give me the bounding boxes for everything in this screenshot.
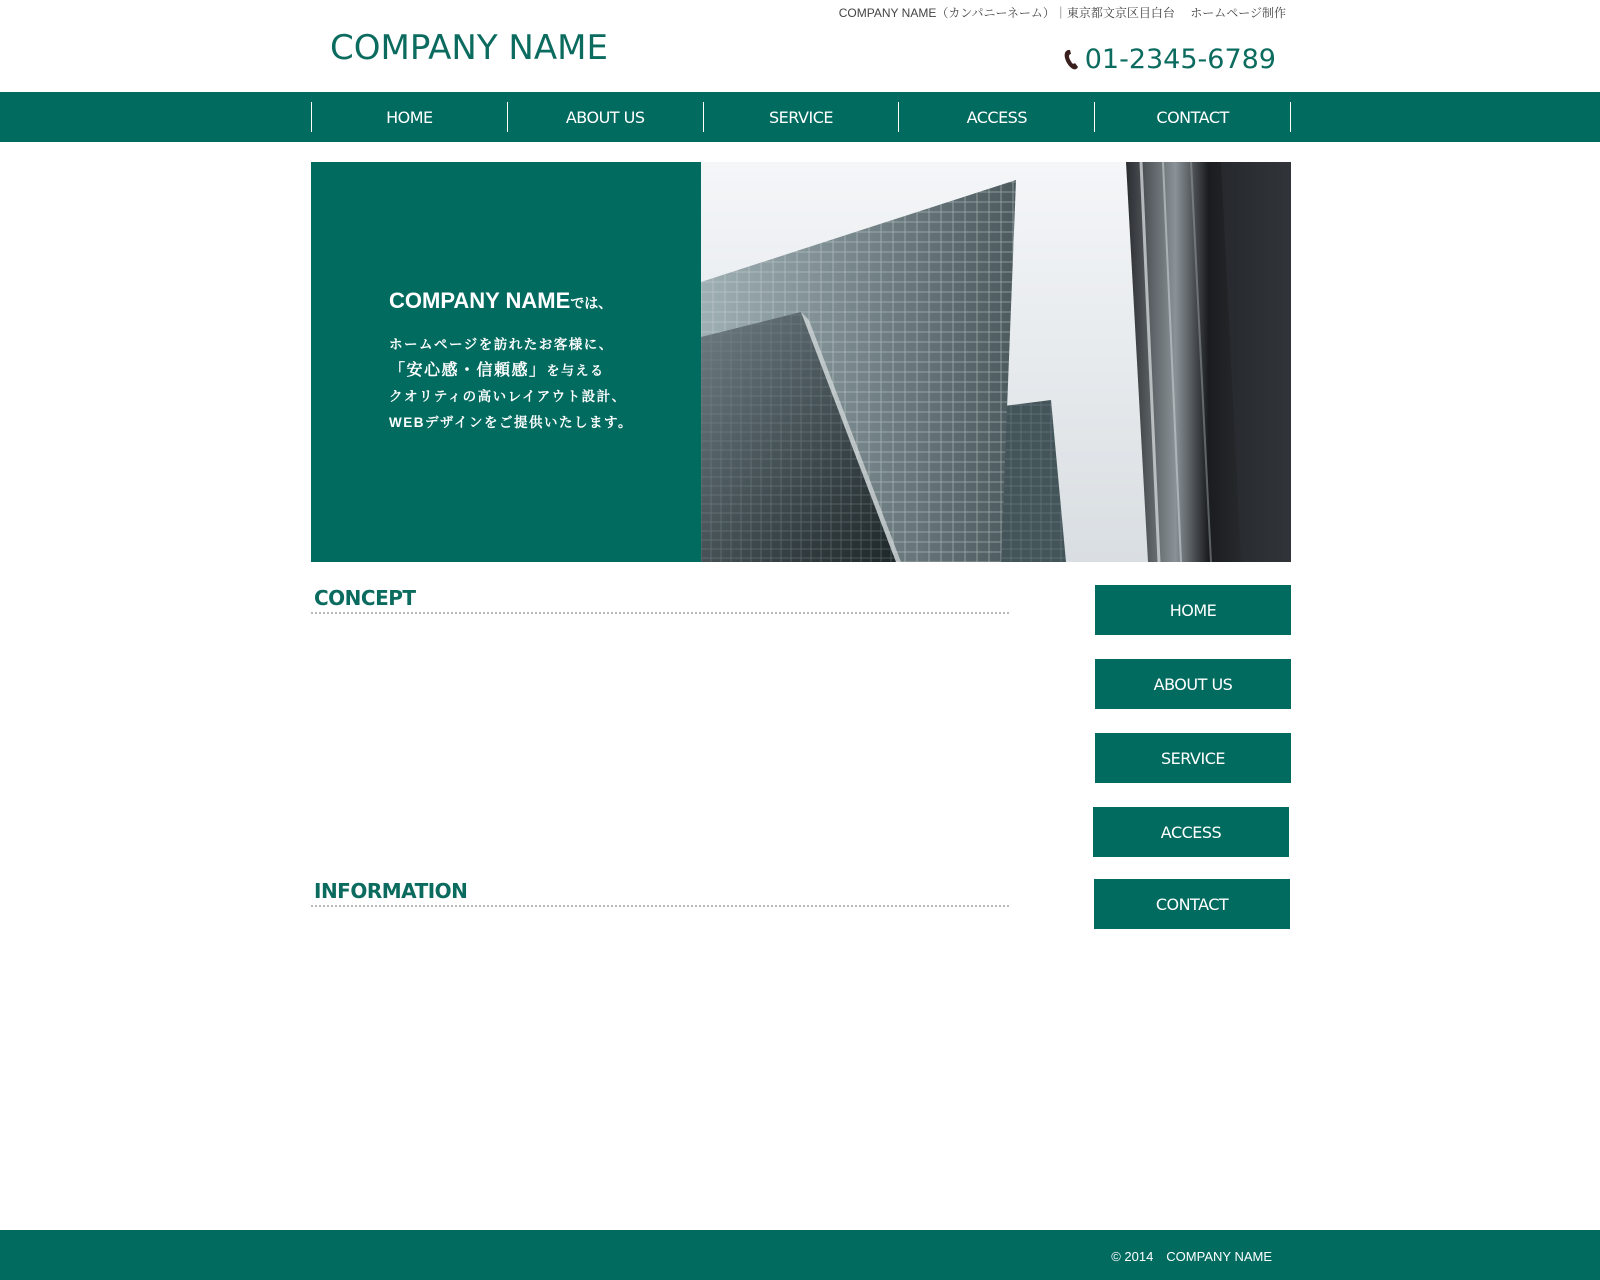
- sidebar-button-contact[interactable]: CONTACT: [1094, 879, 1290, 929]
- hero-line-3: クオリティの高いレイアウト設計、: [389, 389, 627, 404]
- hero-line-1: ホームページを訪れたお客様に、: [389, 337, 614, 352]
- nav-item-about-us[interactable]: ABOUT US: [508, 102, 704, 132]
- top-tagline: COMPANY NAME（カンパニーネーム）｜東京都文京区目白台 ホームページ制作: [838, 6, 1286, 20]
- nav-item-contact[interactable]: CONTACT: [1095, 102, 1291, 132]
- copyright-text: © 2014 COMPANY NAME: [1111, 1249, 1272, 1264]
- phone-icon: [1063, 49, 1079, 71]
- skyscraper-illustration: [701, 162, 1291, 562]
- sidebar-button-service[interactable]: SERVICE: [1095, 733, 1291, 783]
- site-footer: [0, 1230, 1600, 1280]
- section-heading-information: INFORMATION: [311, 879, 1009, 907]
- sidebar-button-home[interactable]: HOME: [1095, 585, 1291, 635]
- sidebar-button-about-us[interactable]: ABOUT US: [1095, 659, 1291, 709]
- sidebar-button-access[interactable]: ACCESS: [1093, 807, 1289, 857]
- hero-line-2-suffix: を与える: [546, 363, 605, 378]
- section-heading-concept: CONCEPT: [311, 586, 1009, 614]
- hero-copy: [389, 288, 633, 436]
- nav-item-access[interactable]: ACCESS: [899, 102, 1095, 132]
- phone-number-text: 01-2345-6789: [1084, 44, 1276, 75]
- company-logo[interactable]: COMPANY NAME: [330, 28, 608, 68]
- main-nav: [0, 92, 1600, 142]
- main-nav-inner: [311, 102, 1291, 132]
- hero-title-main: COMPANY NAME: [389, 288, 571, 313]
- hero-line-2-main: 「安心感・信頼感」: [389, 362, 547, 379]
- phone-number[interactable]: [1063, 44, 1276, 75]
- nav-item-home[interactable]: HOME: [312, 102, 508, 132]
- hero-line-4: WEBデザインをご提供いたします。: [389, 415, 633, 430]
- nav-item-service[interactable]: SERVICE: [704, 102, 900, 132]
- hero-banner: [311, 162, 1291, 562]
- hero-line-2: [389, 358, 633, 384]
- hero-title: [389, 288, 633, 314]
- hero-text-panel: [311, 162, 701, 562]
- hero-title-suffix: では、: [570, 295, 613, 311]
- hero-skyscraper-image: [701, 162, 1291, 562]
